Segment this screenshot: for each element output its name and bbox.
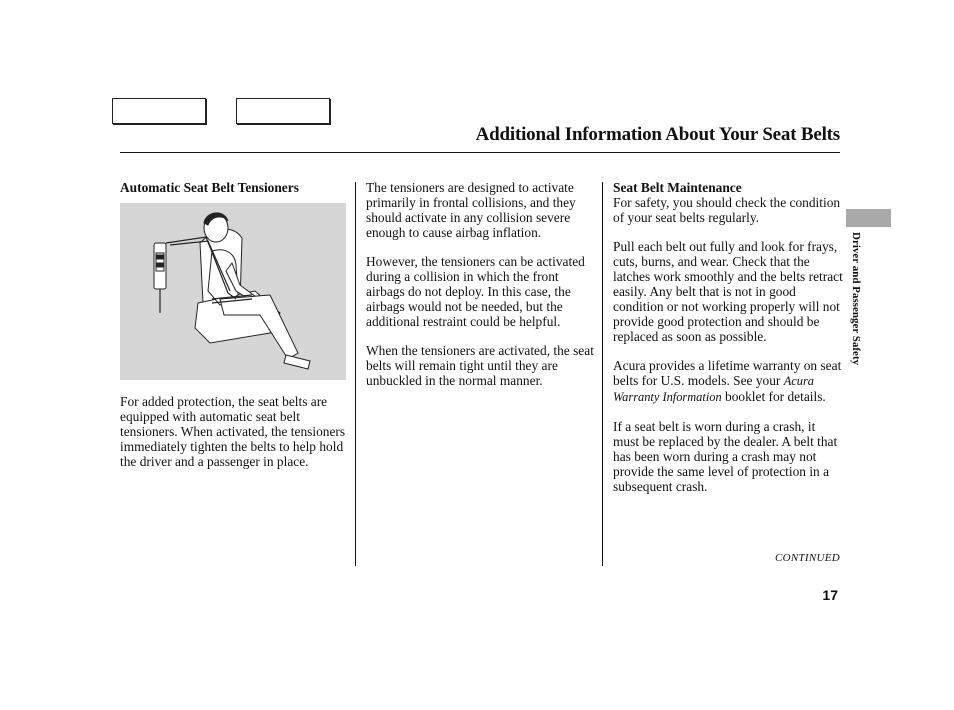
warranty-booklet-title: Acura Warranty Information bbox=[613, 374, 814, 404]
column-divider bbox=[355, 182, 356, 566]
column-divider bbox=[602, 182, 603, 566]
column-maintenance bbox=[613, 180, 843, 508]
text-span: Acura provides a lifetime warranty on seat belts for U.S. models. See your bbox=[613, 358, 842, 388]
paragraph: However, the tensioners can be activated during a collision in which the front airbags do not deploy. In this case, the airbags would not be needed, but the additional restraint could be helpful. bbox=[366, 254, 585, 329]
seat-belt-tensioner-illustration bbox=[120, 203, 346, 380]
continued-label: CONTINUED bbox=[774, 552, 840, 564]
section-heading-tensioners: Automatic Seat Belt Tensioners bbox=[120, 180, 299, 195]
paragraph: For safety, you should check the condition of your seat belts regularly. bbox=[613, 195, 841, 225]
section-heading-maintenance: Seat Belt Maintenance bbox=[613, 180, 742, 195]
page-title: Additional Information About Your Seat Belts bbox=[475, 124, 840, 145]
nav-previous-button[interactable] bbox=[112, 98, 206, 124]
paragraph: The tensioners are designed to activate primarily in frontal collisions, and they should activate in any collision severe enough to cause airbag inflation. bbox=[366, 180, 576, 240]
paragraph-warranty bbox=[613, 358, 843, 405]
section-tab bbox=[846, 209, 891, 227]
column-tensioners bbox=[120, 180, 348, 483]
paragraph: For added protection, the seat belts are equipped with automatic seat belt tensioners. When activated, the tensioners immediately tighten the belts to help hold the driver and a passenger in place. bbox=[120, 394, 346, 469]
column-tensioner-details bbox=[366, 180, 598, 402]
paragraph: Pull each belt out fully and look for frays, cuts, burns, and wear. Check that the latches work smoothly and the belts retract easily. Any belt that is not in good condition or not working properly will not provide good protection and should be replaced as soon as possible. bbox=[613, 239, 843, 344]
page-number: 17 bbox=[822, 587, 838, 603]
paragraph: When the tensioners are activated, the seat belts will remain tight until they are unbuckled in the normal manner. bbox=[366, 343, 594, 388]
paragraph: If a seat belt is worn during a crash, it must be replaced by the dealer. A belt that has been worn during a crash may not provide the same level of protection in a subsequent crash. bbox=[613, 419, 838, 494]
title-divider bbox=[120, 152, 840, 153]
nav-next-button[interactable] bbox=[236, 98, 330, 124]
section-tab-label: Driver and Passenger Safety bbox=[850, 232, 862, 366]
text-span: booklet for details. bbox=[721, 389, 826, 404]
